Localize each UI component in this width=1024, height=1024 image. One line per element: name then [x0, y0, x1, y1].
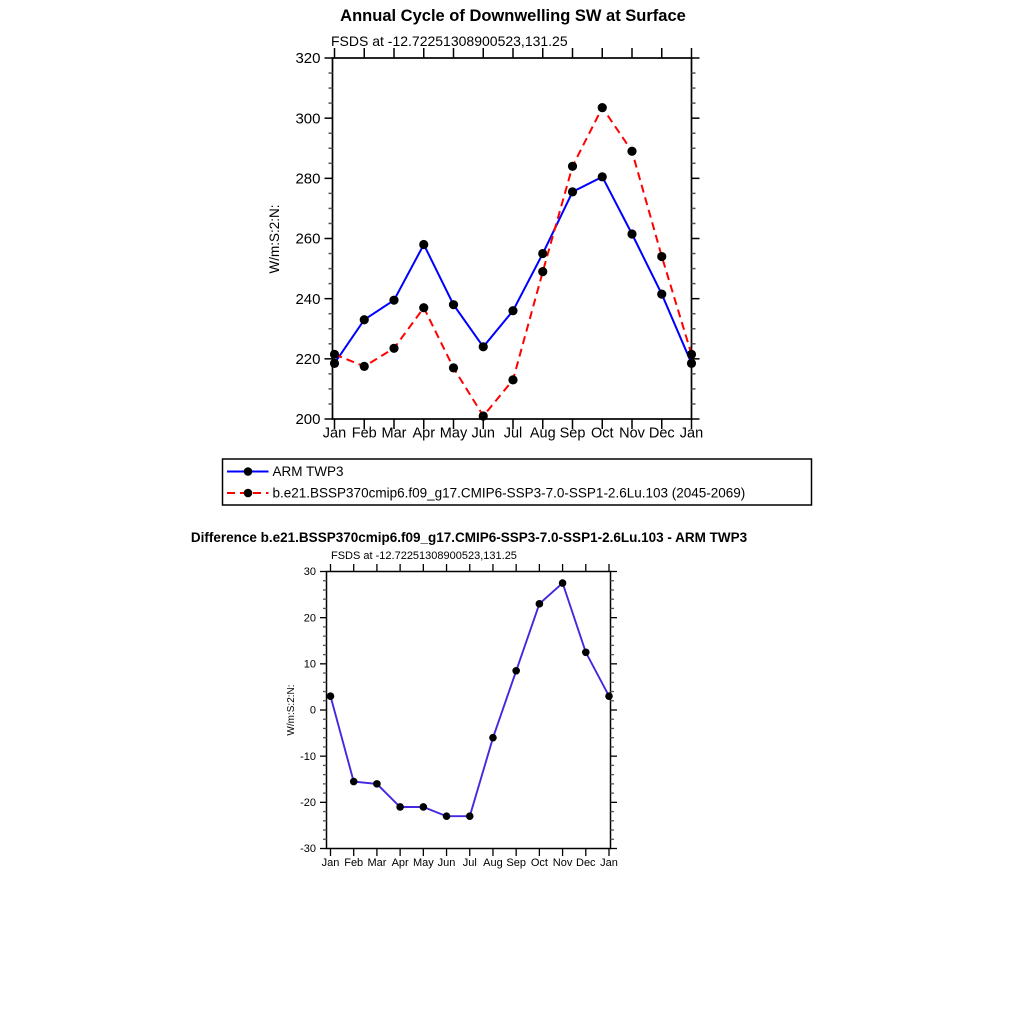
data-point-marker: [360, 315, 369, 324]
data-point-marker: [389, 344, 398, 353]
top-chart-plot: [295, 48, 703, 442]
y-tick-label: 280: [295, 170, 321, 188]
data-point-marker: [443, 812, 451, 820]
x-tick-label: Jul: [503, 425, 523, 442]
data-point-marker: [489, 734, 497, 742]
data-point-marker: [605, 692, 613, 700]
x-tick-label: Jan: [321, 857, 340, 869]
data-point-marker: [598, 172, 607, 181]
data-point-marker: [330, 359, 339, 368]
data-point-marker: [538, 249, 547, 258]
data-point-marker: [627, 147, 636, 156]
data-point-marker: [568, 162, 577, 171]
y-tick-label: 260: [295, 230, 321, 248]
x-tick-label: Apr: [391, 857, 409, 869]
data-point-marker: [420, 803, 428, 811]
y-tick-label: 240: [295, 290, 321, 308]
bottom-chart-subtitle: FSDS at -12.72251308900523,131.25: [331, 550, 517, 562]
y-tick-label: -20: [300, 797, 316, 810]
x-tick-label: Aug: [483, 857, 503, 869]
data-point-marker: [508, 375, 517, 384]
data-point-marker: [512, 667, 520, 675]
data-point-marker: [350, 778, 358, 786]
y-tick-label: 20: [303, 612, 316, 625]
y-tick-label: 30: [303, 566, 316, 579]
data-point-marker: [419, 303, 428, 312]
data-point-marker: [419, 240, 428, 249]
legend-entry-label-model: b.e21.BSSP370cmip6.f09_g17.CMIP6-SSP3-7.0-SSP1-2.6Lu.103 (2045-2069): [272, 485, 746, 501]
x-tick-label: Jan: [679, 425, 704, 442]
data-point-marker: [449, 363, 458, 372]
x-tick-label: Jun: [437, 857, 456, 869]
data-point-marker: [687, 359, 696, 368]
x-tick-label: May: [439, 425, 468, 442]
top-chart-title: Annual Cycle of Downwelling SW at Surface: [340, 7, 686, 25]
data-point-marker: [479, 342, 488, 351]
y-tick-label: 10: [303, 658, 316, 671]
x-tick-label: Jan: [322, 425, 347, 442]
data-point-marker: [373, 780, 381, 788]
data-point-marker: [327, 692, 335, 700]
top-chart-ylabel: W/m:S:2:N:: [267, 204, 282, 274]
bottom-chart-ylabel: W/m:S:2:N:: [286, 684, 297, 736]
x-tick-label: Mar: [367, 857, 387, 869]
x-tick-label: Aug: [529, 425, 556, 442]
bottom-chart-title: Difference b.e21.BSSP370cmip6.f09_g17.CMIP6-SSP3-7.0-SSP1-2.6Lu.103 - ARM TWP3: [190, 530, 748, 545]
y-tick-label: 200: [295, 411, 321, 429]
series-line: [335, 177, 692, 363]
bottom-chart-plot: [300, 564, 618, 869]
y-tick-label: -30: [300, 843, 316, 856]
data-point-marker: [657, 290, 666, 299]
x-tick-label: Jan: [600, 857, 618, 869]
legend-entry-label-obs: ARM TWP3: [272, 464, 344, 479]
x-tick-label: Sep: [559, 425, 586, 442]
x-tick-label: Mar: [381, 425, 407, 442]
x-tick-label: Feb: [351, 425, 377, 442]
data-point-marker: [330, 350, 339, 359]
plot-border: [333, 58, 692, 419]
data-point-marker: [598, 103, 607, 112]
y-tick-label: 220: [295, 350, 321, 368]
data-point-marker: [389, 296, 398, 305]
y-tick-label: 0: [309, 704, 316, 717]
series-line: [331, 583, 610, 816]
data-point-marker: [568, 187, 577, 196]
x-tick-label: Apr: [412, 425, 436, 442]
axis-tick-labels: [300, 566, 618, 869]
y-tick-label: 320: [295, 50, 321, 68]
data-point-marker: [449, 300, 458, 309]
x-tick-label: Dec: [648, 425, 675, 442]
data-point-marker: [657, 252, 666, 261]
data-point-marker: [508, 306, 517, 315]
x-tick-label: May: [412, 857, 434, 869]
axis-ticks: [320, 564, 617, 856]
x-tick-label: Oct: [530, 857, 548, 869]
x-tick-label: Nov: [619, 425, 645, 442]
legend-marker-sample: [244, 467, 253, 476]
data-point-marker: [536, 600, 544, 608]
legend-symbols: [227, 467, 269, 497]
data-point-marker: [627, 229, 636, 238]
x-tick-label: Jun: [471, 425, 495, 442]
x-tick-label: Jul: [462, 857, 477, 869]
data-point-marker: [466, 812, 474, 820]
x-tick-label: Feb: [344, 857, 364, 869]
y-tick-label: 300: [295, 110, 321, 128]
x-tick-label: Dec: [576, 857, 596, 869]
plot-border: [327, 572, 611, 849]
data-point-marker: [538, 267, 547, 276]
x-tick-label: Oct: [590, 425, 614, 442]
data-point-marker: [559, 579, 567, 587]
legend-marker-sample: [244, 489, 253, 498]
data-point-marker: [582, 648, 590, 656]
series-line: [335, 108, 692, 416]
axis-tick-labels: [295, 50, 703, 441]
data-point-marker: [687, 350, 696, 359]
data-point-marker: [396, 803, 404, 811]
axis-ticks: [325, 48, 700, 429]
top-chart-subtitle: FSDS at -12.72251308900523,131.25: [331, 33, 568, 49]
y-tick-label: -10: [300, 750, 316, 763]
x-tick-label: Nov: [552, 857, 573, 869]
data-point-marker: [479, 411, 488, 420]
data-point-marker: [360, 362, 369, 371]
x-tick-label: Sep: [506, 857, 526, 869]
legend: [223, 459, 812, 505]
